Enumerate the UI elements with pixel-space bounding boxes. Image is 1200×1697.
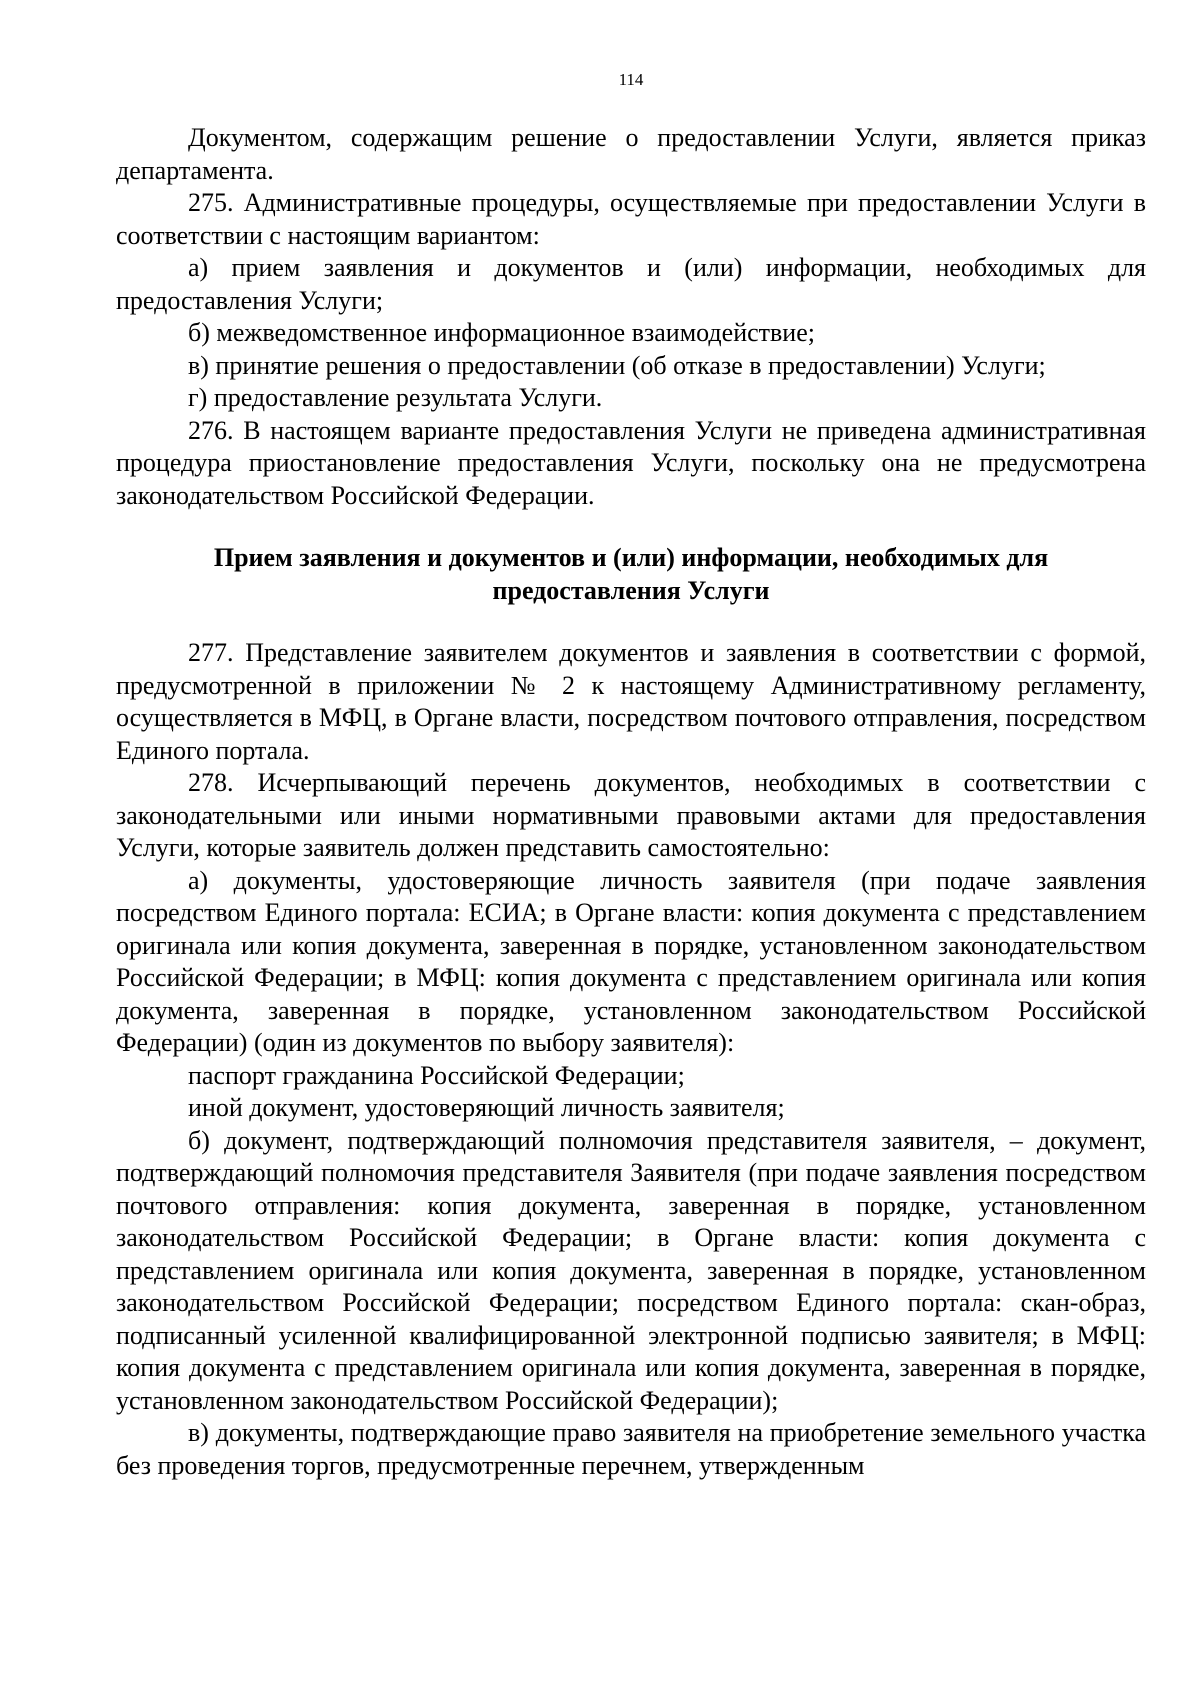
paragraph-275: 275. Административные процедуры, осуществляемые при предоставлении Услуги в соответствии с настоящим вариантом: [116, 188, 1146, 250]
section-heading: Прием заявления и документов и (или) информации, необходимых для предоставления Услуги [213, 543, 1049, 605]
list-item-275-a: а) прием заявления и документов и (или) информации, необходимых для предоставления Услуги; [116, 253, 1146, 315]
list-item-278-a: а) документы, удостоверяющие личность заявителя (при подаче заявления посредством Единого портала: ЕСИА; в Органе власти: копия документа с представлением оригинала или копия документа, заверенная в порядке, установленном законодательством Российской Федерации; в МФЦ: копия документа с представлением оригинала или копия документа, заверенная в порядке, установленном законодательством Российской Федерации) (один из документов по выбору заявителя): [116, 865, 1146, 1057]
paragraph-278: 278. Исчерпывающий перечень документов, необходимых в соответствии с законодательными или иными нормативными правовыми актами для предоставления Услуги, которые заявитель должен представить самостоятельно: [116, 768, 1146, 862]
list-subitem-passport: паспорт гражданина Российской Федерации; [188, 1060, 685, 1090]
list-subitem-other-id: иной документ, удостоверяющий личность заявителя; [188, 1093, 785, 1122]
list-item-278-v: в) документы, подтверждающие право заявителя на приобретение земельного участка без проведения торгов, предусмотренные перечнем, утвержденным [116, 1418, 1146, 1480]
document-body [116, 122, 1146, 1482]
paragraph-decision-document: Документом, содержащим решение о предоставлении Услуги, является приказ департамента. [116, 123, 1146, 185]
list-item-278-b: б) документ, подтверждающий полномочия представителя заявителя, – документ, подтверждающий полномочия представителя Заявителя (при подаче заявления посредством почтового отправления: копия документа, заверенная в порядке, установленном законодательством Российской Федерации; в Органе власти: копия документа с представлением оригинала или копия документа, заверенная в порядке, установленном законодательством Российской Федерации; посредством Единого портала: скан-образ, подписанный усиленной квалифицированной электронной подписью заявителя; в МФЦ: копия документа с представлением оригинала или копия документа, заверенная в порядке, установленном законодательством Российской Федерации); [116, 1125, 1146, 1415]
list-item-275-g: г) предоставление результата Услуги. [188, 383, 603, 412]
list-item-275-v: в) принятие решения о предоставлении (об отказе в предоставлении) Услуги; [188, 350, 1046, 380]
paragraph-277: 277. Представление заявителем документов и заявления в соответствии с формой, предусмотренной в приложении № 2 к настоящему Административному регламенту, осуществляется в МФЦ, в Органе власти, посредством почтового отправления, посредством Единого портала. [116, 638, 1146, 765]
paragraph-276: 276. В настоящем варианте предоставления Услуги не приведена административная процедура приостановление предоставления Услуги, поскольку она не предусмотрена законодательством Российской Федерации. [116, 415, 1146, 510]
list-item-275-b: б) межведомственное информационное взаимодействие; [188, 318, 815, 347]
page-number: 114 [618, 70, 644, 89]
